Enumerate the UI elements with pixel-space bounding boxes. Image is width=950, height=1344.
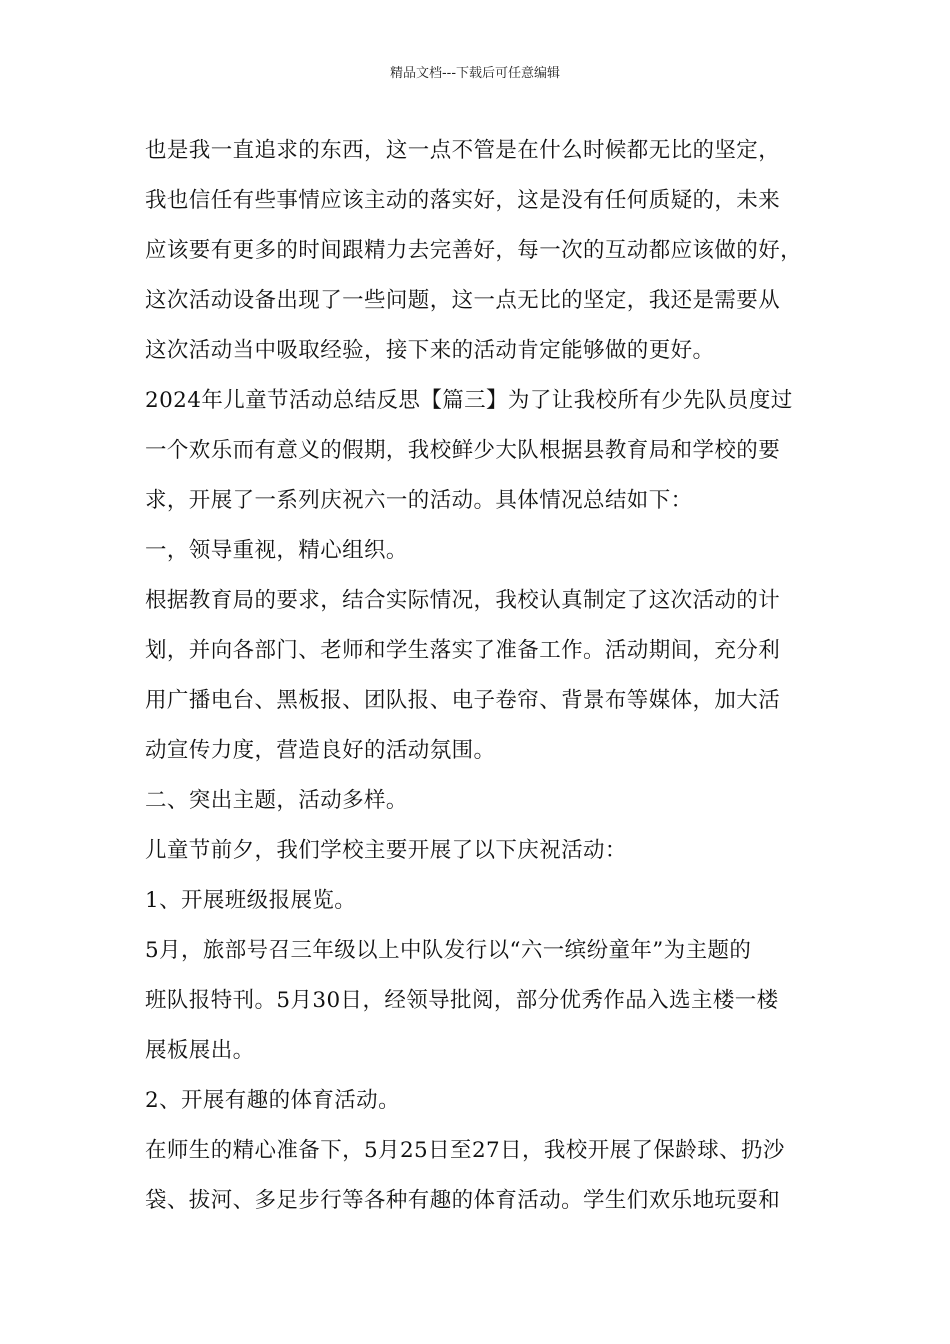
text-line: 5月，旅部号召三年级以上中队发行以“六一缤纷童年”为主题的 [145, 938, 752, 963]
text-line: 这次活动设备出现了一些问题，这一点无比的坚定，我还是需要从 [145, 288, 781, 313]
text-line: 我也信任有些事情应该主动的落实好，这是没有任何质疑的，未来 [145, 188, 781, 213]
list-item-line: 2、开展有趣的体育活动。 [145, 1088, 400, 1113]
list-item-line: 1、开展班级报展览。 [145, 888, 357, 913]
text-line: 在师生的精心准备下，5月25日至27日，我校开展了保龄球、扔沙 [145, 1138, 785, 1163]
heading-line: 二、突出主题，活动多样。 [145, 788, 408, 813]
heading-line: 一，领导重视，精心组织。 [145, 538, 408, 563]
text-line: 用广播电台、黑板报、团队报、电子卷帘、背景布等媒体，加大活 [145, 688, 781, 713]
text-line: 这次活动当中吸取经验，接下来的活动肯定能够做的更好。 [145, 338, 715, 363]
text-line: 儿童节前夕，我们学校主要开展了以下庆祝活动： [145, 838, 627, 863]
text-line: 班队报特刊。5月30日，经领导批阅，部分优秀作品入选主楼一楼 [145, 988, 779, 1013]
document-body [145, 126, 835, 1226]
text-line: 应该要有更多的时间跟精力去完善好，每一次的互动都应该做的好， [145, 238, 803, 263]
page-header: 精品文档---下载后可任意编辑 [389, 66, 561, 81]
text-line: 一个欢乐而有意义的假期，我校鲜少大队根据县教育局和学校的要 [145, 438, 781, 463]
section-title-line: 2024年儿童节活动总结反思【篇三】为了让我校所有少先队员度过 [145, 388, 793, 413]
text-line: 袋、拔河、多足步行等各种有趣的体育活动。学生们欢乐地玩耍和 [145, 1188, 781, 1213]
text-line: 根据教育局的要求，结合实际情况，我校认真制定了这次活动的计 [145, 588, 781, 613]
text-line: 也是我一直追求的东西，这一点不管是在什么时候都无比的坚定， [145, 138, 781, 163]
text-line: 划，并向各部门、老师和学生落实了准备工作。活动期间，充分利 [145, 638, 781, 663]
text-line: 求，开展了一系列庆祝六一的活动。具体情况总结如下： [145, 488, 693, 513]
text-line: 动宣传力度，营造良好的活动氛围。 [145, 738, 496, 763]
text-line: 展板展出。 [145, 1038, 255, 1063]
